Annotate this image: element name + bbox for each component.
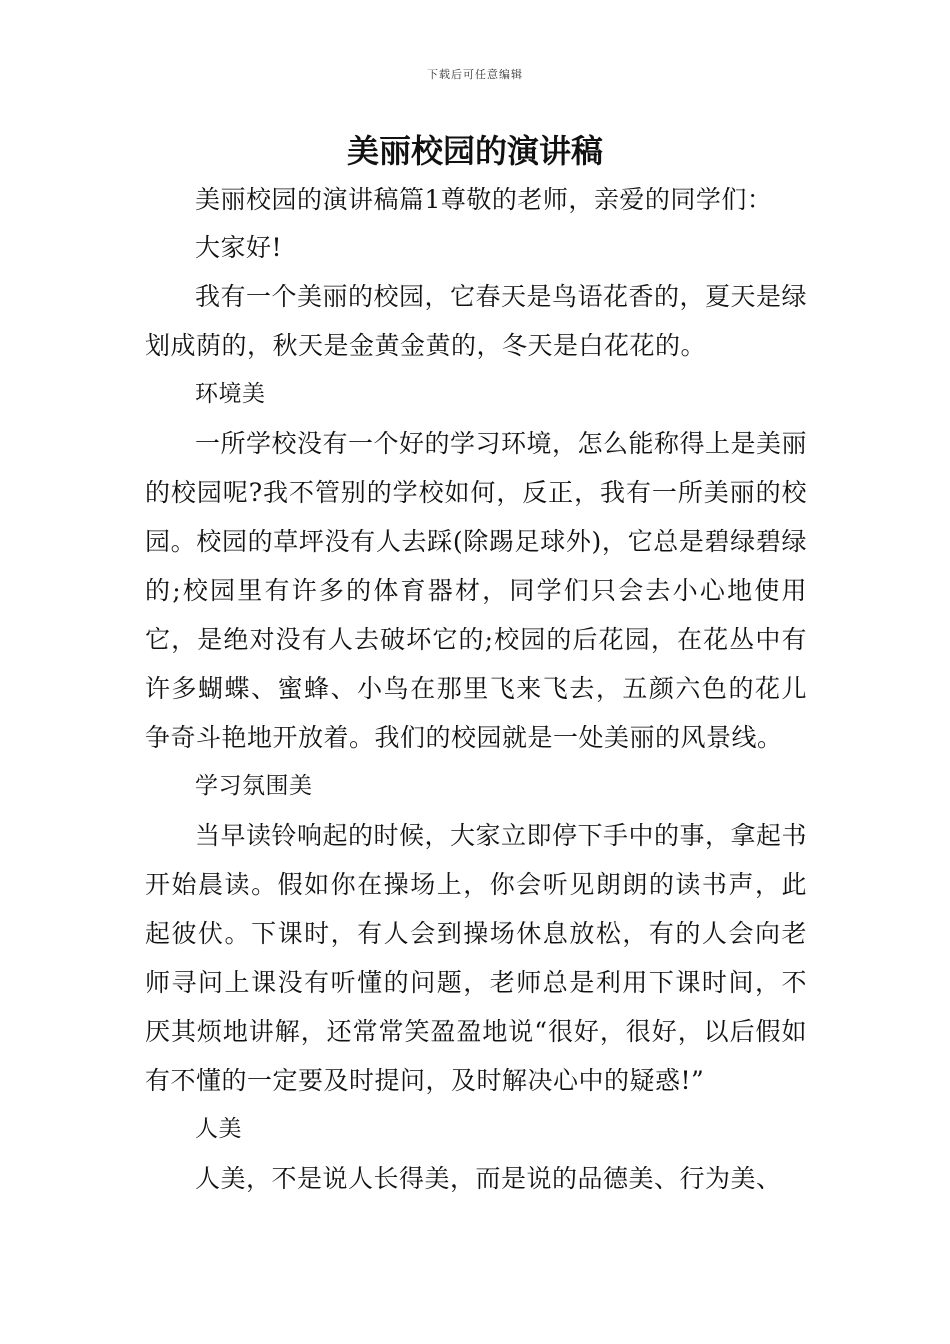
section-heading-study-atmosphere: 学习氛围美 bbox=[195, 773, 313, 799]
paragraph-seasons: 我有一个美丽的校园，它春天是鸟语花香的，夏天是绿划成荫的，秋天是金黄金黄的，冬天是白花花的。 bbox=[145, 282, 808, 360]
document-body bbox=[145, 176, 807, 1203]
paragraph-greeting-intro: 美丽校园的演讲稿篇1尊敬的老师，亲爱的同学们： bbox=[195, 185, 773, 214]
page-header-note: 下载后可任意编辑 bbox=[427, 68, 523, 81]
paragraph-greeting: 大家好! bbox=[195, 233, 283, 262]
paragraph-environment: 一所学校没有一个好的学习环境，怎么能称得上是美丽的校园呢?我不管别的学校如何，反正，我有一所美丽的校园。校园的草坪没有人去踩(除踢足球外)，它总是碧绿碧绿的;校园里有许多的体育器材，同学们只会去小心地使用它，是绝对没有人去破坏它的;校园的后花园，在花丛中有许多蝴蝶、蜜蜂、小鸟在那里飞来飞去，五颜六色的花儿争奇斗艳地开放着。我们的校园就是一处美丽的风景线。 bbox=[145, 429, 808, 752]
section-heading-environment: 环境美 bbox=[195, 381, 266, 407]
paragraph-study-atmosphere: 当早读铃响起的时候，大家立即停下手中的事，拿起书开始晨读。假如你在操场上，你会听见朗朗的读书声，此起彼伏。下课时，有人会到操场休息放松，有的人会向老师寻问上课没有听懂的问题，老师总是利用下课时间，不厌其烦地讲解，还常常笑盈盈地说“很好，很好，以后假如有不懂的一定要及时提问，及时解决心中的疑惑!” bbox=[145, 821, 808, 1095]
paragraph-people: 人美，不是说人长得美，而是说的品德美、行为美、 bbox=[195, 1164, 782, 1193]
document-title: 美丽校园的演讲稿 bbox=[346, 132, 603, 170]
section-heading-people: 人美 bbox=[195, 1116, 242, 1142]
